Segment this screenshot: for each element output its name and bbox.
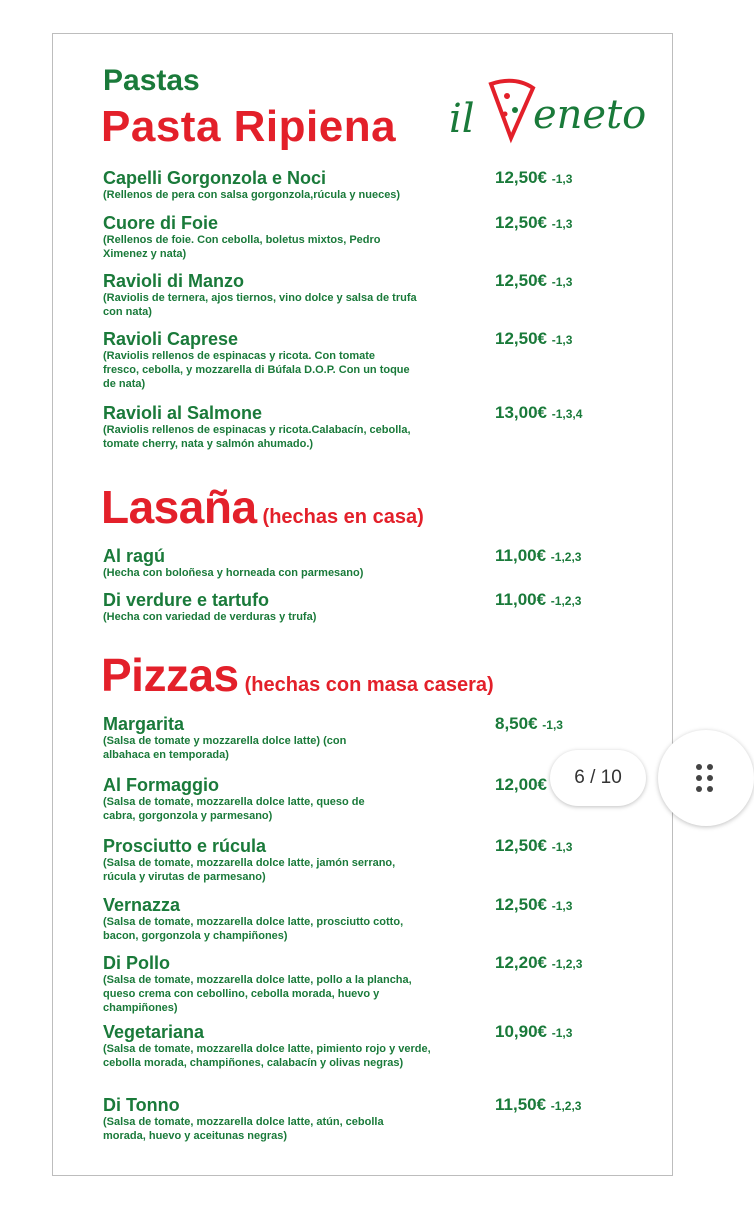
item-name: Cuore di Foie xyxy=(103,213,219,233)
section-subtitle: (hechas con masa casera) xyxy=(244,674,494,696)
section-title: Lasaña xyxy=(101,481,257,533)
menu-item xyxy=(103,953,623,1015)
item-name: Prosciutto e rúcula xyxy=(103,836,267,856)
item-price: 10,90€ -1,3 xyxy=(495,1022,573,1041)
item-name: Di Tonno xyxy=(103,1095,180,1115)
item-description: (Salsa de tomate, mozzarella dolce latte, pimiento rojo y verde, cebolla morada, champiñones, calabacín y olivas negras) xyxy=(103,1043,431,1069)
item-price: 8,50€ -1,3 xyxy=(495,714,563,733)
item-description: (Salsa de tomate, mozzarella dolce latte, atún, cebolla morada, huevo y aceitunas negras) xyxy=(103,1116,384,1142)
item-price: 12,50€ -1,3 xyxy=(495,836,573,855)
item-description: (Raviolis rellenos de espinacas y ricota. Con tomate fresco, cebolla, y mozzarella di Búfala D.O.P. Con un toque de nata) xyxy=(103,350,410,390)
item-name: Capelli Gorgonzola e Noci xyxy=(103,168,327,188)
menu-item xyxy=(103,895,623,943)
item-description: (Raviolis rellenos de espinacas y ricota.Calabacín, cebolla, tomate cherry, nata y salmón ahumado.) xyxy=(103,424,411,450)
item-description: (Hecha con variedad de verduras y trufa) xyxy=(103,611,317,623)
section-title: Pizzas xyxy=(101,649,239,701)
item-description: (Salsa de tomate, mozzarella dolce latte, jamón serrano, rúcula y virutas de parmesano) xyxy=(103,857,396,883)
item-name: Ravioli al Salmone xyxy=(103,403,263,423)
item-allergens: -1,3 xyxy=(551,333,573,347)
item-allergens: -1,3 xyxy=(551,899,573,913)
item-description: (Salsa de tomate y mozzarella dolce latte) (con albahaca en temporada) xyxy=(103,735,347,761)
item-price: 11,00€ -1,2,3 xyxy=(495,590,582,609)
item-name: Al ragú xyxy=(103,546,166,566)
menu-item xyxy=(103,271,623,319)
item-description: (Raviolis de ternera, ajos tiernos, vino dolce y salsa de trufa con nata) xyxy=(103,292,417,318)
item-allergens: -1,3 xyxy=(542,718,563,732)
section-subtitle: (hechas en casa) xyxy=(262,506,424,528)
item-price: 12,20€ -1,2,3 xyxy=(495,953,583,972)
item-description: (Rellenos de foie. Con cebolla, boletus mixtos, Pedro Ximenez y nata) xyxy=(103,234,381,260)
item-description: (Hecha con boloñesa y horneada con parmesano) xyxy=(103,567,364,579)
item-allergens: -1,2,3 xyxy=(550,1099,582,1113)
item-allergens: -1,2,3 xyxy=(551,957,583,971)
menu-item xyxy=(103,329,623,391)
item-price: 11,00€ -1,2,3 xyxy=(495,546,582,565)
grid-view-button[interactable] xyxy=(658,730,754,826)
menu-item xyxy=(103,1022,623,1070)
menu-item xyxy=(103,168,623,202)
menu-item xyxy=(103,1095,623,1143)
item-name: Di Pollo xyxy=(103,953,170,973)
il-veneto-logo xyxy=(445,66,647,156)
svg-text:il: il xyxy=(449,96,475,142)
svg-text:eneto: eneto xyxy=(533,92,647,138)
section-heading-pizzas xyxy=(101,648,494,702)
item-allergens: -1,3 xyxy=(551,275,573,289)
item-price: 12,50€ -1,3 xyxy=(495,271,573,290)
section-title-pasta-ripiena: Pasta Ripiena xyxy=(101,102,397,151)
menu-item xyxy=(103,590,623,624)
item-price: 13,00€ -1,3,4 xyxy=(495,403,583,422)
item-allergens: -1,3 xyxy=(551,172,573,186)
item-description: (Salsa de tomate, mozzarella dolce latte, pollo a la plancha, queso crema con cebollino, cebolla morada, huevo y champiñones) xyxy=(103,974,412,1014)
item-price: 12,50€ -1,3 xyxy=(495,213,573,232)
menu-item xyxy=(103,714,623,762)
menu-item xyxy=(103,775,623,823)
menu-item xyxy=(103,213,623,261)
item-name: Vegetariana xyxy=(103,1022,205,1042)
item-price: 12,00€ xyxy=(495,775,547,794)
item-allergens: -1,3 xyxy=(551,1026,573,1040)
menu-page xyxy=(52,33,673,1176)
item-description: (Salsa de tomate, mozzarella dolce latte, prosciutto cotto, bacon, gorgonzola y champiñones) xyxy=(103,916,404,942)
menu-item xyxy=(103,403,623,451)
item-description: (Rellenos de pera con salsa gorgonzola,rúcula y nueces) xyxy=(103,189,401,201)
item-name: Ravioli di Manzo xyxy=(103,271,245,291)
item-allergens: -1,3 xyxy=(551,840,573,854)
item-price: 12,50€ -1,3 xyxy=(495,329,573,348)
item-allergens: -1,3 xyxy=(551,217,573,231)
item-name: Al Formaggio xyxy=(103,775,219,795)
item-name: Margarita xyxy=(103,714,185,734)
item-name: Di verdure e tartufo xyxy=(103,590,270,610)
page-indicator: 6 / 10 xyxy=(550,750,646,806)
pizza-slice-icon xyxy=(491,81,533,138)
item-name: Ravioli Caprese xyxy=(103,329,239,349)
menu-item xyxy=(103,546,623,580)
item-price: 11,50€ -1,2,3 xyxy=(495,1095,582,1114)
section-label-pastas: Pastas xyxy=(103,64,200,97)
item-allergens: -1,2,3 xyxy=(550,594,582,608)
grid-dots-icon xyxy=(696,764,716,792)
item-description: (Salsa de tomate, mozzarella dolce latte, queso de cabra, gorgonzola y parmesano) xyxy=(103,796,365,822)
item-price: 12,50€ -1,3 xyxy=(495,895,573,914)
menu-item xyxy=(103,836,623,884)
item-allergens: -1,2,3 xyxy=(550,550,582,564)
item-price: 12,50€ -1,3 xyxy=(495,168,573,187)
item-name: Vernazza xyxy=(103,895,181,915)
item-allergens: -1,3,4 xyxy=(551,407,583,421)
section-heading-lasana xyxy=(101,480,424,534)
